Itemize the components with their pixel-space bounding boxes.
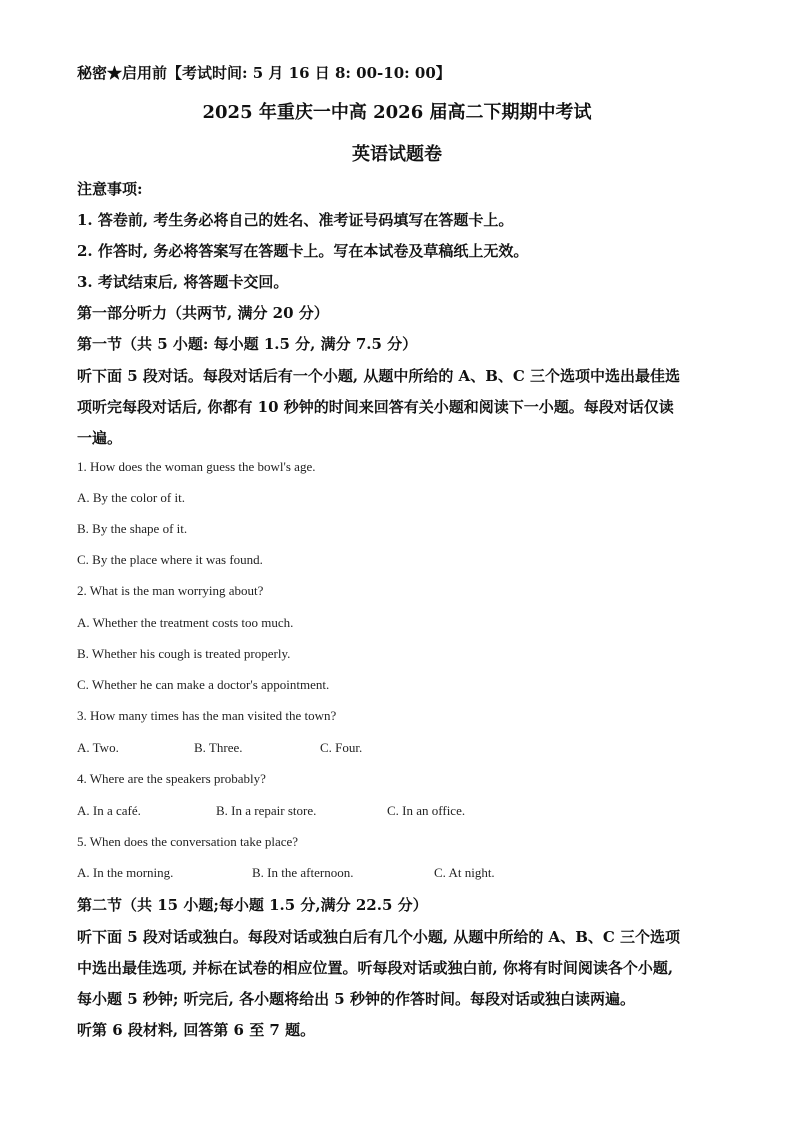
question-option: B. Three. — [194, 740, 243, 755]
question-option: B. In a repair store. — [216, 803, 317, 818]
exam-title: 2025 年重庆一中高 2026 届高二下期期中考试 — [202, 102, 592, 123]
section1-instruction: 听下面 5 段对话。每段对话后有一个小题, 从题中所给的 A、B、C 三个选项中选出最佳选 — [77, 367, 681, 385]
question-option: C. Whether he can make a doctor's appointment. — [77, 677, 330, 692]
question-stem: 5. When does the conversation take place? — [77, 834, 299, 849]
part1-heading: 第一部分听力（共两节, 满分 20 分） — [77, 304, 329, 322]
question-option: B. In the afternoon. — [252, 865, 354, 880]
section2-instruction: 听下面 5 段对话或独白。每段对话或独白后有几个小题, 从题中所给的 A、B、C 三个选项 — [77, 928, 681, 946]
section2-instruction: 中选出最佳选项, 并标在试卷的相应位置。听每段对话或独白前, 你将有时间阅读各个小题, — [77, 959, 674, 977]
question-option: B. By the shape of it. — [77, 521, 188, 536]
exam-subtitle: 英语试题卷 — [352, 144, 442, 165]
question-option: A. Whether the treatment costs too much. — [77, 615, 294, 630]
question-option: C. Four. — [320, 740, 363, 755]
section1-instruction: 一遍。 — [77, 429, 123, 447]
question-stem: 3. How many times has the man visited the town? — [77, 708, 337, 723]
section2-heading: 第二节（共 15 小题;每小题 1.5 分,满分 22.5 分） — [77, 896, 428, 914]
section2-instruction: 每小题 5 秒钟; 听完后, 各小题将给出 5 秒钟的作答时间。每段对话或独白读两遍。 — [77, 990, 635, 1008]
question-option: A. Two. — [77, 740, 119, 755]
secret-note: 秘密★启用前【考试时间: 5 月 16 日 8: 00-10: 00】 — [77, 64, 451, 82]
note-item: 2. 作答时, 务必将答案写在答题卡上。写在本试卷及草稿纸上无效。 — [77, 242, 529, 260]
question-stem: 2. What is the man worrying about? — [77, 583, 264, 598]
question-option: B. Whether his cough is treated properly. — [77, 646, 291, 661]
question-stem: 1. How does the woman guess the bowl's age. — [77, 459, 316, 474]
section1-instruction: 项听完每段对话后, 你都有 10 秒钟的时间来回答有关小题和阅读下一小题。每段对话仅读 — [77, 398, 674, 416]
question-option: C. In an office. — [387, 803, 466, 818]
section1-heading: 第一节（共 5 小题: 每小题 1.5 分, 满分 7.5 分） — [77, 335, 418, 353]
note-item: 3. 考试结束后, 将答题卡交回。 — [77, 273, 289, 291]
question-option: A. In a café. — [77, 803, 141, 818]
question-option: A. By the color of it. — [77, 490, 185, 505]
question-option: A. In the morning. — [77, 865, 174, 880]
question-option: C. At night. — [434, 865, 495, 880]
question-stem: 4. Where are the speakers probably? — [77, 771, 266, 786]
notes-heading: 注意事项: — [77, 180, 143, 198]
question-option: C. By the place where it was found. — [77, 552, 263, 567]
note-item: 1. 答卷前, 考生务必将自己的姓名、准考证号码填写在答题卡上。 — [77, 211, 514, 229]
material-note: 听第 6 段材料, 回答第 6 至 7 题。 — [77, 1021, 316, 1039]
